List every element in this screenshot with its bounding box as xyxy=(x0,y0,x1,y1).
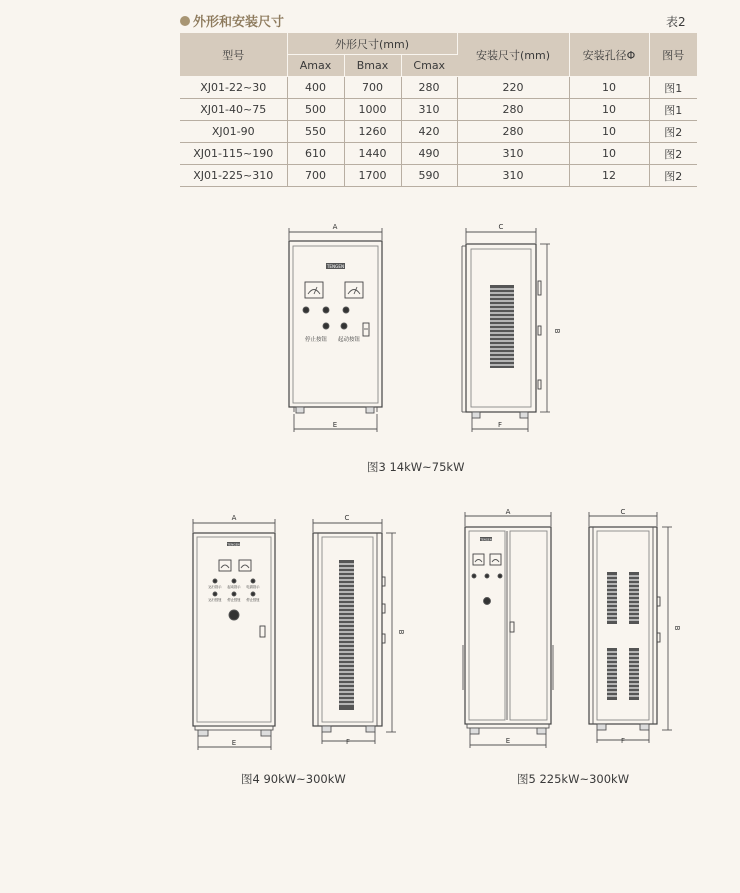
fig5-dim-a: A xyxy=(505,508,511,516)
header-install: 安装尺寸(mm) xyxy=(457,33,569,77)
fig4-side-view xyxy=(313,514,405,746)
fig5-vent-grilles xyxy=(607,572,639,700)
fig3-dim-e: E xyxy=(332,421,338,429)
cell-figure: 图1 xyxy=(649,99,697,121)
fig4-dim-b: B xyxy=(397,629,405,635)
cell-install: 280 xyxy=(457,99,569,121)
table-label: 表2 xyxy=(666,15,686,29)
cell-model: XJ01-115~190 xyxy=(180,143,287,165)
cell-figure: 图2 xyxy=(649,121,697,143)
section-title-text: 外形和安装尺寸 xyxy=(193,15,285,30)
fig4-indicator-label: 运行指示 xyxy=(208,585,222,589)
fig5-dim-e: E xyxy=(505,737,511,745)
cell-cmax: 420 xyxy=(401,121,457,143)
cell-bmax: 700 xyxy=(344,77,401,99)
fig3-side-view xyxy=(462,223,561,432)
fig4-indicator-label: 停止按钮 xyxy=(246,598,260,602)
fig3-dim-b: B xyxy=(553,328,561,334)
fig3-front-view xyxy=(289,223,382,432)
fig3-vent-grille xyxy=(490,285,514,368)
cell-bmax: 1440 xyxy=(344,143,401,165)
fig5-dim-f: F xyxy=(620,737,626,745)
cell-cmax: 590 xyxy=(401,165,457,187)
cell-model: XJ01-40~75 xyxy=(180,99,287,121)
fig4-indicator-label: 停止按钮 xyxy=(227,598,241,602)
cell-hole: 10 xyxy=(569,143,649,165)
cell-bmax: 1260 xyxy=(344,121,401,143)
cell-cmax: 280 xyxy=(401,77,457,99)
header-outline: 外形尺寸(mm) xyxy=(287,33,457,55)
figure-4 xyxy=(193,514,405,750)
header-model: 型号 xyxy=(180,33,287,77)
fig5-logo-text: TENGEN xyxy=(480,537,492,542)
cell-amax: 700 xyxy=(287,165,344,187)
cell-model: XJ01-22~30 xyxy=(180,77,287,99)
cell-model: XJ01-225~310 xyxy=(180,165,287,187)
cell-hole: 12 xyxy=(569,165,649,187)
cell-hole: 10 xyxy=(569,121,649,143)
cell-amax: 610 xyxy=(287,143,344,165)
fig4-dim-a: A xyxy=(231,514,237,522)
cell-install: 310 xyxy=(457,165,569,187)
fig4-dim-e: E xyxy=(231,739,237,747)
fig5-dim-c: C xyxy=(620,508,626,516)
header-figure: 图号 xyxy=(649,33,697,77)
fig4-caption: 图4 90kW~300kW xyxy=(241,772,346,786)
fig3-dim-f: F xyxy=(497,421,503,429)
cell-install: 310 xyxy=(457,143,569,165)
cell-install: 220 xyxy=(457,77,569,99)
fig5-dim-b: B xyxy=(673,625,681,631)
fig5-side-view xyxy=(589,508,681,745)
cell-figure: 图1 xyxy=(649,77,697,99)
fig4-logo-text: TENGEN xyxy=(227,542,240,547)
fig5-selector-switch xyxy=(484,598,491,605)
fig4-dim-c: C xyxy=(344,514,350,522)
cell-amax: 400 xyxy=(287,77,344,99)
fig3-start-label: 起动按钮 xyxy=(338,337,361,343)
fig4-selector-switch xyxy=(229,610,239,620)
cell-bmax: 1700 xyxy=(344,165,401,187)
fig3-dim-c: C xyxy=(498,223,504,231)
header-hole: 安装孔径Φ xyxy=(569,33,649,77)
fig3-dim-a: A xyxy=(332,223,338,231)
cell-figure: 图2 xyxy=(649,165,697,187)
figure-3 xyxy=(289,223,561,432)
fig4-dim-f: F xyxy=(345,738,351,746)
fig5-caption: 图5 225kW~300kW xyxy=(517,772,630,786)
header-cmax: Cmax xyxy=(401,55,457,77)
fig3-logo-text: TENGEN xyxy=(326,263,345,269)
fig4-vent-grille xyxy=(339,560,354,710)
cell-model: XJ01-90 xyxy=(180,121,287,143)
cell-figure: 图2 xyxy=(649,143,697,165)
fig3-stop-label: 停止按钮 xyxy=(305,337,328,343)
cell-hole: 10 xyxy=(569,77,649,99)
cell-amax: 500 xyxy=(287,99,344,121)
fig4-indicator-label: 运行按钮 xyxy=(208,598,222,602)
fig4-front-view xyxy=(193,514,275,750)
fig3-caption: 图3 14kW~75kW xyxy=(367,460,465,474)
header-bmax: Bmax xyxy=(344,55,401,77)
cell-hole: 10 xyxy=(569,99,649,121)
cell-cmax: 310 xyxy=(401,99,457,121)
fig4-indicator-label: 电源指示 xyxy=(246,585,260,589)
fig4-indicator-label: 起动指示 xyxy=(227,585,241,589)
fig5-front-view xyxy=(463,508,553,748)
cell-cmax: 490 xyxy=(401,143,457,165)
cell-install: 280 xyxy=(457,121,569,143)
cell-bmax: 1000 xyxy=(344,99,401,121)
header-amax: Amax xyxy=(287,55,344,77)
cell-amax: 550 xyxy=(287,121,344,143)
figure-5 xyxy=(463,508,681,748)
